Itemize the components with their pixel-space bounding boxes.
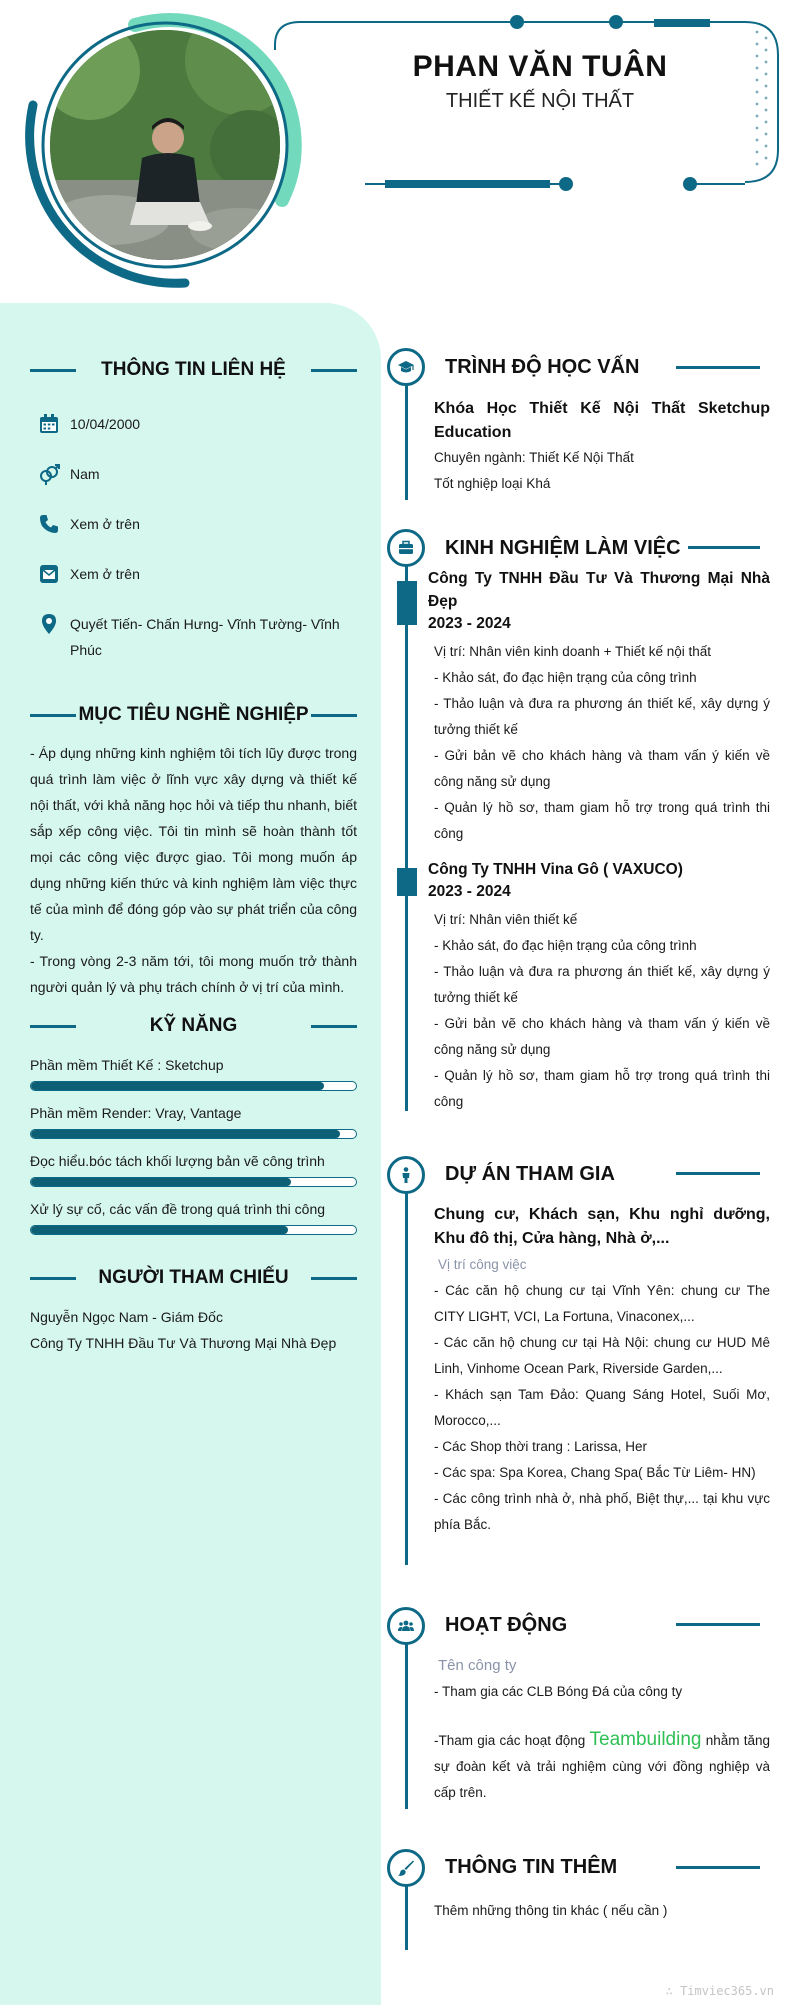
skill-bar-fill	[31, 1130, 340, 1138]
experience-company: Công Ty TNHH Đầu Tư Và Thương Mại Nhà Đẹp	[428, 570, 770, 610]
skill-bar-fill	[31, 1226, 288, 1234]
timeline-line	[405, 385, 408, 500]
reference-title: NGƯỜI THAM CHIẾU	[98, 1267, 289, 1288]
contact-phone	[38, 513, 358, 537]
experience-duty: Vị trí: Nhân viên thiết kế	[434, 912, 578, 927]
timeline-line	[405, 566, 408, 1111]
skill-item	[30, 1055, 357, 1091]
activities-item: - Tham gia các CLB Bóng Đá của công ty	[434, 1684, 683, 1699]
additional-badge	[387, 1849, 425, 1887]
reference-person: Nguyễn Ngọc Nam - Giám Đốc	[30, 1309, 223, 1325]
heading-bar-left	[30, 369, 76, 372]
experience-duty: - Khảo sát, đo đạc hiện trạng của công trình	[434, 670, 697, 685]
experience-years: 2023 - 2024	[428, 615, 511, 632]
experience-marker	[397, 581, 417, 625]
location-icon	[38, 613, 60, 635]
timeline-line	[405, 1644, 408, 1809]
activities-text: -Tham gia các hoạt động	[434, 1733, 590, 1748]
contact-address	[38, 613, 358, 663]
candidate-job-title: THIẾT KẾ NỘI THẤT	[445, 90, 635, 112]
section-title-bar	[676, 1623, 760, 1626]
experience-duty: - Quản lý hồ sơ, tham giam hỗ trợ trong quá trình thi công	[434, 800, 770, 841]
skill-item	[30, 1199, 357, 1235]
activities-text: nhằm tăng sự đoàn kết và trải nghiệm cùng với đồng nghiệp và cấp trên.	[434, 1733, 770, 1800]
email-icon	[38, 563, 60, 585]
brush-icon	[397, 1859, 415, 1877]
project-line: - Các căn hộ chung cư tại Vĩnh Yên: chung cư The CITY LIGHT, VCI, La Fortuna, Vinaconex,...	[434, 1283, 770, 1324]
skill-item	[30, 1151, 357, 1187]
objective-text	[30, 740, 357, 1000]
avatar	[50, 30, 280, 260]
skill-bar-fill	[31, 1178, 291, 1186]
watermark: ∴ Timviec365.vn	[665, 1984, 774, 1998]
heading-bar-right	[311, 714, 357, 717]
calendar-icon	[38, 413, 60, 435]
reference-heading	[30, 1263, 357, 1293]
experience-item	[428, 567, 770, 847]
projects-title: DỰ ÁN THAM GIA	[445, 1163, 615, 1185]
experience-duty: - Khảo sát, đo đạc hiện trạng của công trình	[434, 938, 697, 953]
candidate-name: PHAN VĂN TUÂN	[412, 50, 668, 83]
reference-text	[30, 1304, 360, 1356]
experience-duty: - Gửi bản vẽ cho khách hàng và tham vấn ý kiến về công năng sử dụng	[434, 1016, 770, 1057]
section-title-bar	[688, 546, 760, 549]
additional-title: THÔNG TIN THÊM	[445, 1856, 618, 1878]
contact-value: Xem ở trên	[70, 516, 140, 532]
experience-duty: - Gửi bản vẽ cho khách hàng và tham vấn ý kiến về công năng sử dụng	[434, 748, 770, 789]
activities-title: HOẠT ĐỘNG	[445, 1614, 568, 1636]
experience-duty: - Thảo luận và đưa ra phương án thiết kế, xây dựng ý tưởng thiết kế	[434, 696, 770, 737]
education-grade: Tốt nghiệp loại Khá	[434, 476, 551, 491]
experience-title: KINH NGHIỆM LÀM VIỆC	[445, 537, 681, 559]
graduation-cap-icon	[397, 358, 415, 376]
activities-highlight: Teambuilding	[589, 1729, 702, 1750]
heading-bar-right	[311, 1025, 357, 1028]
reference-company: Công Ty TNHH Đầu Tư Và Thương Mại Nhà Đẹp	[30, 1335, 337, 1351]
activities-item	[434, 1727, 770, 1806]
timeline-line	[405, 1193, 408, 1565]
objective-title: MỤC TIÊU NGHỀ NGHIỆP	[78, 704, 309, 725]
skill-label: Phần mềm Thiết Kế : Sketchup	[30, 1057, 224, 1073]
section-title-bar	[676, 366, 760, 369]
cv-header	[0, 0, 800, 300]
section-title-bar	[676, 1866, 760, 1869]
skill-bar	[30, 1129, 357, 1139]
experience-badge	[387, 529, 425, 567]
projects-list	[434, 1278, 770, 1538]
skill-bar	[30, 1177, 357, 1187]
experience-company: Công Ty TNHH Vina Gô ( VAXUCO)	[428, 861, 683, 878]
additional-text: Thêm những thông tin khác ( nếu cần )	[434, 1903, 668, 1918]
contact-heading	[30, 355, 357, 385]
project-line: - Khách sạn Tam Đảo: Quang Sáng Hotel, Suối Mơ, Morocco,...	[434, 1387, 770, 1428]
contact-value: 10/04/2000	[70, 416, 141, 432]
contact-title: THÔNG TIN LIÊN HỆ	[101, 359, 286, 380]
objective-paragraph: - Áp dụng những kinh nghiệm tôi tích lũy được trong quá trình làm việc ở lĩnh vực xây dựng và thiết kế nội thất, với khả năng học hỏi và tiếp thu nhanh, biết sắp xếp công việc. Tôi tin mình sẽ hoàn thành tốt mọi các công việc được giao. Tôi mong muốn áp dụng những kiến thức và kinh nghiệm làm việc thực tế của mình để đóng góp vào sự phát triển của công ty.	[30, 745, 357, 943]
skill-bar	[30, 1225, 357, 1235]
projects-role: Vị trí công việc	[438, 1257, 527, 1272]
project-line: - Các căn hộ chung cư tại Hà Nội: chung cư HUD Mê Linh, Vinhome Ocean Park, Riverside Garden,...	[434, 1335, 770, 1376]
experience-duty: Vị trí: Nhân viên kinh doanh + Thiết kế nội thất	[434, 644, 712, 659]
education-course: Khóa Học Thiết Kế Nội Thất Sketchup Education	[434, 400, 770, 441]
activities-badge	[387, 1607, 425, 1645]
heading-bar-right	[311, 1277, 357, 1280]
project-line: - Các spa: Spa Korea, Chang Spa( Bắc Từ Liêm- HN)	[434, 1465, 756, 1480]
activities-company: Tên công ty	[438, 1657, 517, 1674]
project-line: - Các Shop thời trang : Larissa, Her	[434, 1439, 647, 1454]
skill-label: Phần mềm Render: Vray, Vantage	[30, 1105, 242, 1121]
heading-bar-left	[30, 1025, 76, 1028]
skill-bar	[30, 1081, 357, 1091]
contact-birthday	[38, 413, 358, 437]
projects-badge	[387, 1156, 425, 1194]
experience-duty: - Thảo luận và đưa ra phương án thiết kế, xây dựng ý tưởng thiết kế	[434, 964, 770, 1005]
timeline-line	[405, 1886, 408, 1950]
experience-years: 2023 - 2024	[428, 883, 511, 900]
avatar-photo	[50, 30, 280, 260]
objective-heading	[30, 700, 357, 730]
projects-heading: Chung cư, Khách sạn, Khu nghỉ dưỡng, Khu đô thị, Cửa hàng, Nhà ở,...	[434, 1206, 770, 1247]
skill-label: Đọc hiểu.bóc tách khối lượng bản vẽ công trình	[30, 1153, 325, 1169]
skill-label: Xử lý sự cố, các vấn đề trong quá trình thi công	[30, 1201, 326, 1217]
skills-heading	[30, 1011, 357, 1041]
objective-paragraph: - Trong vòng 2-3 năm tới, tôi mong muốn trở thành người quản lý và phụ trách chính ở vị trí của mình.	[30, 953, 357, 995]
briefcase-icon	[397, 539, 415, 557]
contact-value: Xem ở trên	[70, 566, 140, 582]
education-title: TRÌNH ĐỘ HỌC VẤN	[445, 356, 640, 378]
heading-bar-left	[30, 1277, 76, 1280]
skills-title: KỸ NĂNG	[149, 1015, 238, 1036]
project-line: - Các công trình nhà ở, nhà phố, Biệt thự,... tại khu vực phía Bắc.	[434, 1491, 770, 1532]
contact-gender	[38, 463, 358, 487]
phone-icon	[38, 513, 60, 535]
group-icon	[397, 1617, 415, 1635]
experience-duty: - Quản lý hồ sơ, tham giam hỗ trợ trong quá trình thi công	[434, 1068, 770, 1109]
education-major: Chuyên ngành: Thiết Kế Nội Thất	[434, 450, 634, 465]
experience-marker	[397, 868, 417, 896]
section-title-bar	[676, 1172, 760, 1175]
contact-value: Nam	[70, 466, 100, 482]
skill-bar-fill	[31, 1082, 324, 1090]
education-badge	[387, 348, 425, 386]
gender-icon	[38, 463, 60, 485]
skill-item	[30, 1103, 357, 1139]
contact-email	[38, 563, 358, 587]
person-icon	[397, 1166, 415, 1184]
contact-value: Quyết Tiến- Chấn Hưng- Vĩnh Tường- Vĩnh Phúc	[70, 616, 340, 658]
experience-item	[428, 858, 770, 1115]
heading-bar-right	[311, 369, 357, 372]
heading-bar-left	[30, 714, 76, 717]
